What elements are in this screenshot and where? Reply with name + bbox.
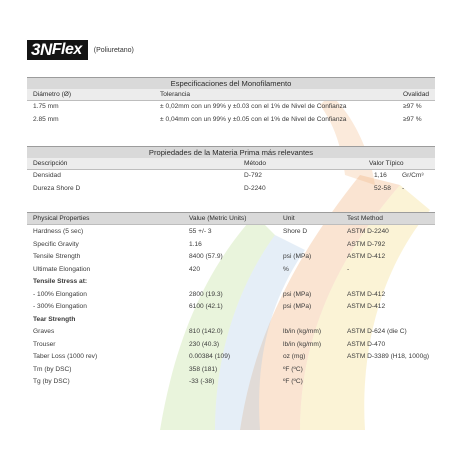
props-table-title: Propiedades de la Materia Prima más relevantes xyxy=(27,146,435,158)
logo-prefix: 3N xyxy=(31,40,52,59)
cell-value: 2800 (19.3) xyxy=(189,290,223,298)
cell-ovality: ≥97 % xyxy=(403,103,422,110)
logo-suffix: Flex xyxy=(51,41,82,58)
table-row xyxy=(27,264,435,277)
cell-property: - 100% Elongation xyxy=(33,290,87,298)
cell-value: 358 (181) xyxy=(189,365,218,373)
cell-unit: ºF (ºC) xyxy=(283,378,303,385)
cell-test-method: ASTM D-412 xyxy=(347,303,386,310)
cell-method: D-792 xyxy=(244,172,262,179)
cell-value: 52-58 xyxy=(374,184,391,192)
header-diameter: Diámetro (Ø) xyxy=(33,91,72,98)
cell-value: 0.00384 (109) xyxy=(189,353,231,360)
cell-property: Ultimate Elongation xyxy=(33,265,91,273)
cell-description: Dureza Shore D xyxy=(33,184,81,192)
cell-value: 1.16 xyxy=(189,240,202,248)
cell-unit: - xyxy=(402,184,405,192)
cell-description: Densidad xyxy=(33,172,61,179)
cell-property: - 300% Elongation xyxy=(33,303,87,310)
spec-table-title: Especificaciones del Monofilamento xyxy=(27,77,435,89)
cell-property: Tensile Strength xyxy=(33,253,81,260)
cell-ovality: ≥97 % xyxy=(403,115,422,123)
physical-table-body xyxy=(27,225,435,389)
cell-test-method: ASTM D-470 xyxy=(347,340,386,348)
cell-value: -33 (-38) xyxy=(189,378,215,385)
cell-unit: oz (mg) xyxy=(283,353,306,360)
table-row xyxy=(27,339,435,352)
cell-unit: ºF (ºC) xyxy=(283,365,303,373)
header-method: Método xyxy=(244,160,266,167)
cell-unit: lb/in (kg/mm) xyxy=(283,340,322,348)
table-row xyxy=(27,276,435,289)
table-row xyxy=(27,101,435,114)
cell-property: Trouser xyxy=(33,340,56,348)
table-row xyxy=(27,314,435,327)
cell-property: Graves xyxy=(33,328,55,335)
section-label-tear-strength: Tear Strength xyxy=(33,315,76,323)
header-physical-properties: Physical Properties xyxy=(33,215,90,222)
cell-property: Taber Loss (1000 rev) xyxy=(33,353,98,360)
table-row xyxy=(27,289,435,302)
cell-unit: Gr/Cm³ xyxy=(402,172,424,179)
cell-test-method: ASTM D-412 xyxy=(347,290,386,298)
header-description: Descripción xyxy=(33,160,68,167)
cell-method: D-2240 xyxy=(244,184,266,192)
header-unit: Unit xyxy=(283,215,295,222)
table-row xyxy=(27,326,435,339)
physical-table-header xyxy=(27,212,435,225)
section-label-tensile-stress: Tensile Stress at: xyxy=(33,278,88,285)
cell-value: 1,16 xyxy=(374,172,387,179)
cell-unit: psi (MPa) xyxy=(283,253,312,260)
cell-tolerance: ± 0,02mm con un 99% y ±0.03 con el 1% de Nivel de Confianza xyxy=(160,103,347,110)
cell-property: Tm (by DSC) xyxy=(33,365,72,373)
cell-unit: lb/in (kg/mm) xyxy=(283,328,322,335)
cell-diameter: 2.85 mm xyxy=(33,115,59,123)
table-row xyxy=(27,251,435,264)
props-table xyxy=(27,146,435,195)
cell-test-method: ASTM D-412 xyxy=(347,253,386,260)
spec-table-header xyxy=(27,89,435,101)
cell-value: 6100 (42.1) xyxy=(189,303,223,310)
cell-diameter: 1.75 mm xyxy=(33,103,59,110)
cell-test-method: ASTM D-2240 xyxy=(347,228,389,235)
table-row xyxy=(27,301,435,314)
cell-property: Tg (by DSC) xyxy=(33,378,70,385)
table-row xyxy=(27,183,435,196)
cell-test-method: ASTM D-792 xyxy=(347,240,386,248)
header-test-method: Test Method xyxy=(347,215,383,222)
physical-table xyxy=(27,212,435,389)
cell-unit: psi (MPa) xyxy=(283,290,312,298)
table-row xyxy=(27,239,435,252)
cell-unit: Shore D xyxy=(283,228,308,235)
cell-test-method: ASTM D-3389 (H18, 1000g) xyxy=(347,353,430,360)
props-table-header xyxy=(27,158,435,170)
cell-value: 230 (40.3) xyxy=(189,340,220,348)
header-value: Value (Metric Units) xyxy=(189,215,247,222)
cell-test-method: - xyxy=(347,265,350,273)
table-row xyxy=(27,170,435,183)
cell-value: 55 +/- 3 xyxy=(189,228,212,235)
cell-value: 810 (142.0) xyxy=(189,328,223,335)
cell-value: 8400 (57.9) xyxy=(189,253,223,260)
table-row xyxy=(27,226,435,239)
header-typical-value: Valor Típico xyxy=(369,160,404,167)
cell-property: Hardness (5 sec) xyxy=(33,228,84,235)
brand-logo xyxy=(27,40,134,60)
cell-value: 420 xyxy=(189,265,201,273)
table-row xyxy=(27,376,435,389)
cell-property: Specific Gravity xyxy=(33,240,79,248)
logo-mark xyxy=(27,40,88,60)
header-tolerance: Tolerancia xyxy=(160,91,191,98)
table-row xyxy=(27,114,435,127)
spec-table xyxy=(27,77,435,126)
table-row xyxy=(27,364,435,377)
cell-test-method: ASTM D-624 (die C) xyxy=(347,328,407,335)
cell-tolerance: ± 0,04mm con un 99% y ±0.05 con el 1% de Nivel de Confianza xyxy=(160,115,347,123)
cell-unit: psi (MPa) xyxy=(283,303,312,310)
cell-unit: % xyxy=(283,265,289,273)
logo-subtitle: (Poliuretano) xyxy=(93,46,134,54)
table-row xyxy=(27,351,435,364)
header-ovality: Ovalidad xyxy=(403,91,430,98)
